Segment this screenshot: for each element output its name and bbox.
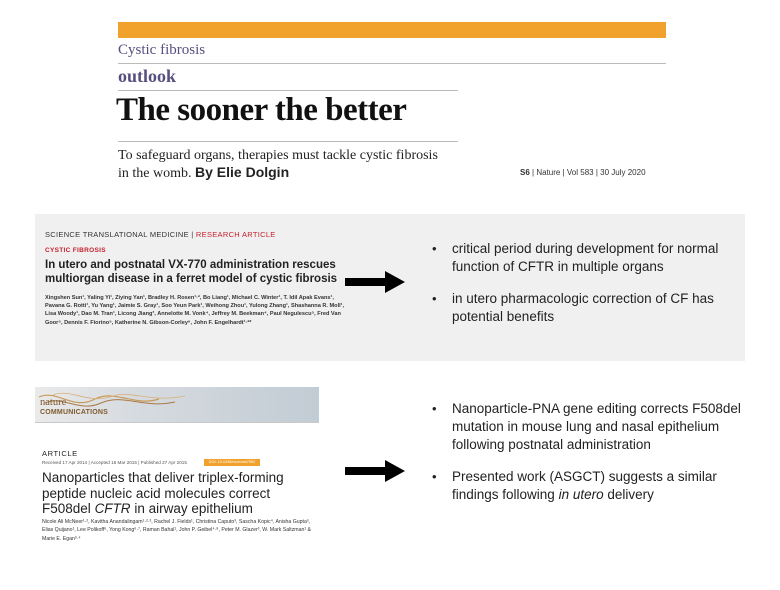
stm-separator: | [191,230,194,239]
list-item [432,468,742,504]
bullet-glyph: • [432,291,437,306]
bullet-text-pre: Presented work (ASGCT) suggests a similar findings following [452,469,717,502]
folio-separator: | [595,168,598,177]
right-arrow-icon [345,460,405,482]
nc-title-italic: CFTR [94,501,131,516]
nc-article-label: ARTICLE [42,449,78,458]
divider [118,141,458,142]
list-item [432,240,742,276]
bullet-list-2 [432,400,742,518]
stm-paper-title: In utero and postnatal VX-770 administration rescues multiorgan disease in a ferret model of cystic fibrosis [45,259,338,285]
nc-logo-nature: nature [40,397,67,408]
bullet-text-post: delivery [603,487,654,502]
byline: By Elie Dolgin [195,164,290,180]
kicker: Cystic fibrosis [118,42,206,58]
right-arrow-icon [345,271,405,293]
folio [520,168,646,177]
list-item [432,400,742,454]
nc-paper-title [42,470,322,517]
stm-article-type: RESEARCH ARTICLE [195,230,276,239]
stm-journal-header [45,230,276,239]
headline: The sooner the better [116,92,407,128]
divider [118,90,458,91]
folio-separator: | [532,168,535,177]
bullet-list-1 [432,240,742,340]
volume: Vol 583 [566,168,594,177]
list-item [432,290,742,326]
bullet-text-italic: in utero [558,487,604,502]
bullet-text: critical period during development for normal function of CFTR in multiple organs [452,241,719,274]
issue-date: 30 July 2020 [600,168,646,177]
bullet-glyph: • [432,401,437,416]
orange-header-bar [118,22,666,38]
nc-logo-communications: COMMUNICATIONS [40,409,108,416]
bullet-glyph: • [432,241,437,256]
nc-title-main: Nanoparticles that deliver triplex-forming peptide nucleic acid molecules correct F508del [42,470,284,516]
journal-name: Nature [536,168,561,177]
nc-doi-badge: DOI: 10.1038/ncomms7952 [204,459,260,466]
nc-title-end: in airway epithelium [134,501,253,516]
standfirst-text: To safeguard organs, therapies must tackle cystic fibrosis in the womb. [118,148,438,181]
divider [118,63,666,64]
page-number: S6 [520,168,530,177]
folio-separator: | [562,168,565,177]
bullet-glyph: • [432,469,437,484]
stm-journal: SCIENCE TRANSLATIONAL MEDICINE [45,230,189,239]
bullet-text: Nanoparticle-PNA gene editing corrects F508del mutation in mouse lung and nasal epithelium following postnatal administration [452,401,741,452]
nc-author-list: Nicole Ali McNeer¹·², Kavitha Anandalingam¹·²·³, Rachel J. Fields¹, Christina Caputo³, Sascha Kopic⁴, Anisha Gupta⁵, Elias Quijano¹, Lee Polikoff⁶, Yong Kong⁶·⁷, Raman Bahal¹, John P. Geibel⁴·⁸, Peter M. Glazer³, W. Mark Saltzman¹ & Marie E. Egan³·⁴ [42,519,312,542]
bullet-text: in utero pharmacologic correction of CF has potential benefits [452,291,714,324]
standfirst [118,147,448,182]
nc-dates: Received 17 Apr 2014 | Accepted 18 Mar 2015 | Published 27 Apr 2015 [42,460,187,465]
stm-author-list: Xingshen Sun¹, Yaling Yi¹, Ziying Yan¹, Bradley H. Rosen¹·², Bo Liang¹, Michael C. Winter¹, T. Idil Apak Evans¹, Pavana G. Rotti¹, Yu Yang¹, Jaimie S. Gray¹, Soo Yeun Park¹, Weihong Zhou¹, Yulong Zhang¹, Shashanna R. Moll¹, Lisa Woody¹, Dao M. Tran¹, Licong Jiang³, Annelotte M. Vonk⁴, Jeffrey M. Beekman⁴, Paul Negulescu⁵, Fred Van Goor⁵, Dennis F. Fiorino⁵, Katherine N. Gibson-Corley⁶, John F. Engelhardt¹·²* [45,295,345,326]
stm-category: CYSTIC FIBROSIS [45,247,106,254]
bullet-text [452,468,742,504]
section-label: outlook [118,66,177,86]
